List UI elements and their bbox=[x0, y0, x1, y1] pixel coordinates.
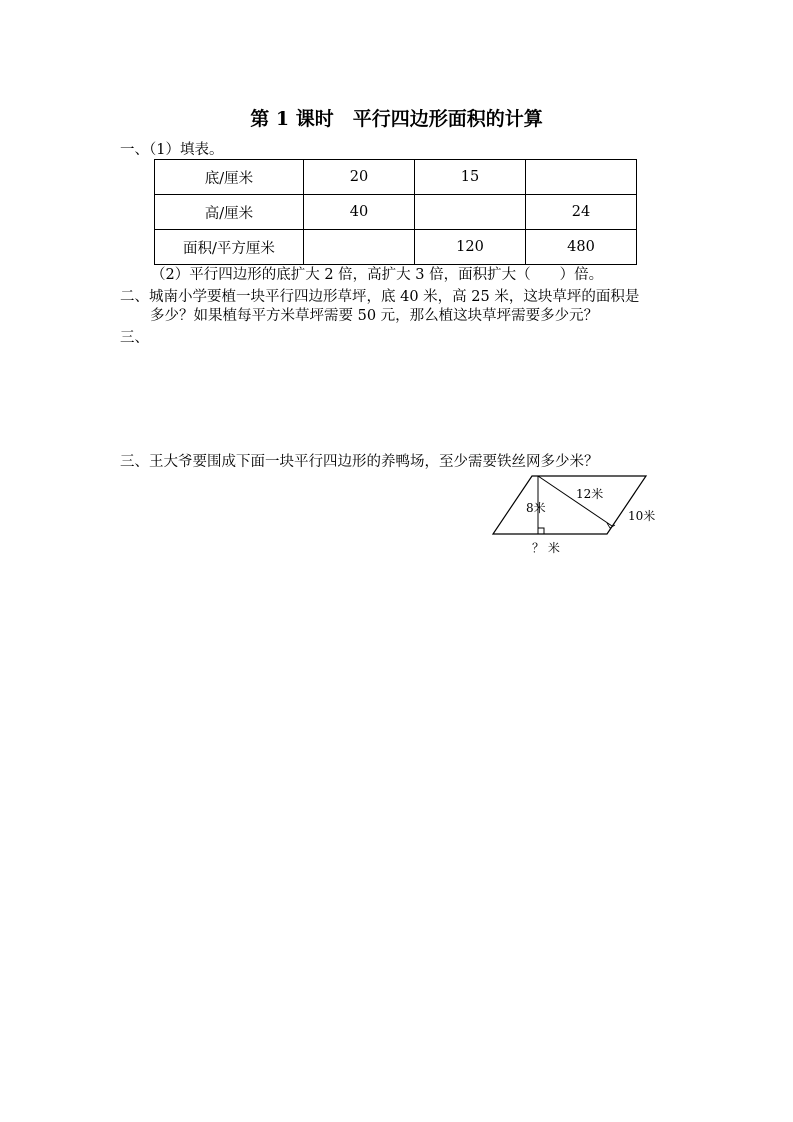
section3-stub: 三、 bbox=[120, 330, 149, 346]
table-cell: 480 bbox=[526, 230, 637, 265]
table-row bbox=[155, 160, 637, 195]
table-cell-blank[interactable] bbox=[415, 195, 526, 230]
side-label: 10米 bbox=[628, 509, 656, 523]
table-cell: 15 bbox=[415, 160, 526, 195]
section2-line2: 多少？如果植每平方米草坪需要 50 元，那么植这块草坪需要多少元？ bbox=[150, 308, 599, 324]
section1-label: 一、（1）填表。 bbox=[120, 142, 224, 158]
page-title: 第 1 课时 平行四边形面积的计算 bbox=[250, 108, 543, 130]
table-cell: 底/厘米 bbox=[155, 160, 304, 195]
diagonal-label: 12米 bbox=[576, 487, 604, 501]
height-label: 8米 bbox=[526, 501, 546, 515]
base-label: ？ 米 bbox=[532, 541, 560, 555]
parallelogram-figure bbox=[488, 468, 668, 560]
right-angle-mark bbox=[538, 528, 544, 534]
table-cell: 24 bbox=[526, 195, 637, 230]
section3-text: 三、王大爷要围成下面一块平行四边形的养鸭场，至少需要铁丝网多少米？ bbox=[120, 454, 599, 470]
table-cell: 20 bbox=[304, 160, 415, 195]
fill-in-table bbox=[154, 159, 637, 265]
table-cell: 面积/平方厘米 bbox=[155, 230, 304, 265]
perpendicular-line bbox=[538, 476, 612, 526]
table-cell: 120 bbox=[415, 230, 526, 265]
table-row bbox=[155, 195, 637, 230]
table-cell: 高/厘米 bbox=[155, 195, 304, 230]
table-cell: 40 bbox=[304, 195, 415, 230]
table-cell-blank[interactable] bbox=[526, 160, 637, 195]
section1-part2: （2）平行四边形的底扩大 2 倍，高扩大 3 倍，面积扩大（ ）倍。 bbox=[151, 267, 604, 283]
section2-line1: 二、城南小学要植一块平行四边形草坪，底 40 米，高 25 米，这块草坪的面积是 bbox=[120, 289, 640, 305]
table-row bbox=[155, 230, 637, 265]
table-cell-blank[interactable] bbox=[304, 230, 415, 265]
parallelogram-shape bbox=[493, 476, 646, 534]
